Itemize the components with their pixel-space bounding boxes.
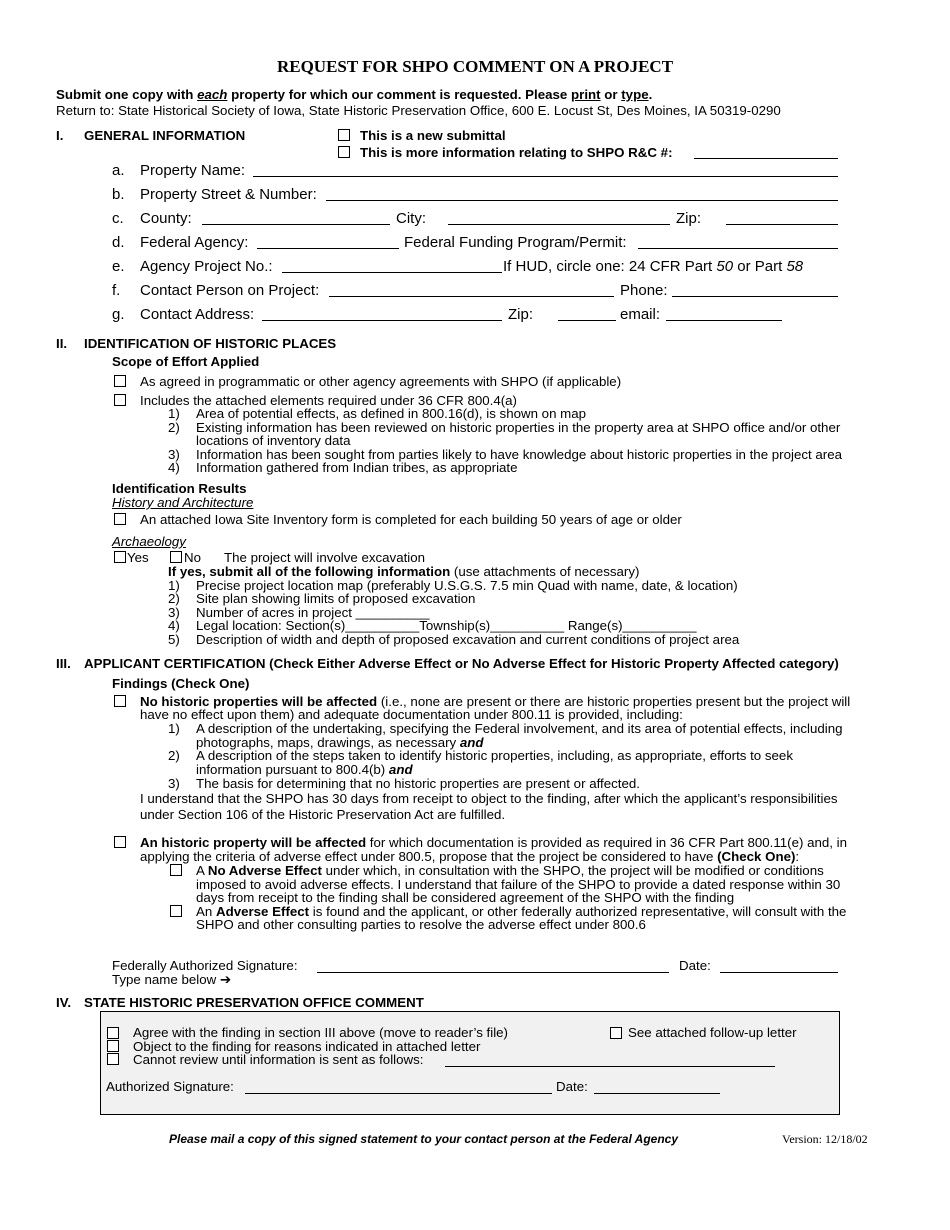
version-label: Version: 12/18/02 — [782, 1132, 868, 1146]
scope-list-item: locations of inventory data — [196, 433, 351, 448]
cannot-review-checkbox[interactable] — [107, 1053, 119, 1065]
arch-list-item: Number of acres in project __________ — [196, 605, 430, 620]
agency-project-line[interactable] — [282, 272, 502, 273]
no-adverse-effect-checkbox[interactable] — [170, 864, 182, 876]
signature-date-label: Date: — [679, 958, 711, 973]
finding-list-item: The basis for determining that no historic properties are present or affected. — [196, 776, 640, 791]
finding-list-item: photographs, maps, drawings, as necessary and — [196, 735, 484, 750]
email-label: email: — [620, 306, 661, 323]
archaeology-yes-checkbox[interactable] — [114, 551, 126, 563]
section1-number: I. — [56, 128, 64, 143]
funding-program-line[interactable] — [638, 248, 838, 249]
cannot-review-label: Cannot review until information is sent as follows: — [133, 1052, 424, 1067]
property-street-label: Property Street & Number: — [140, 186, 317, 203]
intro-line1: Submit one copy with each property for which our comment is requested. Please print or type. — [56, 87, 653, 102]
authorized-signature-label: Authorized Signature: — [106, 1079, 234, 1094]
finding-list-item: information pursuant to 800.4(b) and — [196, 762, 413, 777]
id-results-heading: Identification Results — [112, 481, 247, 496]
follow-up-label: See attached follow-up letter — [628, 1025, 797, 1040]
field-e-letter: e. — [112, 258, 125, 275]
section2-heading: IDENTIFICATION OF HISTORIC PLACES — [84, 336, 337, 351]
more-info-checkbox[interactable] — [338, 146, 350, 158]
archaeology-yes-label: Yes — [127, 550, 149, 565]
scope-heading: Scope of Effort Applied — [112, 354, 260, 369]
follow-up-checkbox[interactable] — [610, 1027, 622, 1039]
mail-instruction: Please mail a copy of this signed statement to your contact person at the Federal Agency — [169, 1132, 679, 1146]
arch-list-item: Description of width and depth of proposed excavation and current conditions of project area — [196, 632, 740, 647]
findings-heading: Findings (Check One) — [112, 676, 250, 691]
shpo-date-line[interactable] — [594, 1093, 720, 1094]
object-checkbox[interactable] — [107, 1040, 119, 1052]
archaeology-no-checkbox[interactable] — [170, 551, 182, 563]
section4-heading: STATE HISTORIC PRESERVATION OFFICE COMMENT — [84, 995, 424, 1010]
agency-project-label: Agency Project No.: — [140, 258, 273, 275]
no-adverse-effect-text-2: imposed to avoid adverse effects. I understand that failure of the SHPO to provide a dated response within 30 — [196, 877, 841, 892]
field-c-letter: c. — [112, 210, 124, 227]
finding-list-num: 3) — [168, 776, 180, 791]
field-a-letter: a. — [112, 162, 125, 179]
scope-programmatic-checkbox[interactable] — [114, 375, 126, 387]
arch-list-num: 4) — [168, 618, 180, 633]
contact-person-label: Contact Person on Project: — [140, 282, 320, 299]
scope-list-item: Information gathered from Indian tribes, as appropriate — [196, 460, 518, 475]
adverse-effect-checkbox[interactable] — [170, 905, 182, 917]
section2-number: II. — [56, 336, 68, 351]
arch-list-num: 3) — [168, 605, 180, 620]
form-title: REQUEST FOR SHPO COMMENT ON A PROJECT — [276, 57, 674, 76]
cannot-review-line[interactable] — [445, 1066, 775, 1067]
scope-attached-label: Includes the attached elements required under 36 CFR 800.4(a) — [140, 393, 517, 408]
signature-date-line[interactable] — [720, 972, 838, 973]
iowa-form-label: An attached Iowa Site Inventory form is completed for each building 50 years of age or older — [140, 512, 682, 527]
no-historic-checkbox[interactable] — [114, 695, 126, 707]
property-name-label: Property Name: — [140, 162, 246, 179]
finding-list-num: 1) — [168, 721, 180, 736]
section1-heading: GENERAL INFORMATION — [84, 128, 246, 143]
understand-text-2: under Section 106 of the Historic Preservation Act are fulfilled. — [140, 807, 506, 822]
federal-agency-label: Federal Agency: — [140, 234, 249, 251]
arch-list-num: 2) — [168, 591, 180, 606]
no-historic-text: No historic properties will be affected (i.e., none are present or there are historic properties present but the project will — [140, 694, 851, 709]
zip-line[interactable] — [726, 224, 838, 225]
return-address: Return to: State Historical Society of Iowa, State Historic Preservation Office, 600 E. Locust St, Des Moines, IA 50319-0290 — [56, 103, 781, 118]
no-historic-text-2: have no effect upon them) and adequate documentation under 800.11 is provided, including: — [140, 707, 683, 722]
property-affected-text: An historic property will be affected for which documentation is provided as required in 36 CFR Part 800.11(e) and, in — [140, 835, 848, 850]
scope-list-num: 1) — [168, 406, 180, 421]
phone-label: Phone: — [620, 282, 668, 299]
city-label: City: — [396, 210, 426, 227]
hud-part-text: If HUD, circle one: 24 CFR Part 50 or Part 58 — [503, 258, 804, 275]
understand-text: I understand that the SHPO has 30 days from receipt to object to the finding, after which the applicant’s responsibilities — [140, 791, 838, 806]
scope-list-num: 4) — [168, 460, 180, 475]
no-adverse-effect-text-3: days from receipt to the finding shall be considered agreement of the SHPO with the finding — [196, 890, 735, 905]
scope-attached-checkbox[interactable] — [114, 394, 126, 406]
adverse-effect-text: An Adverse Effect is found and the applicant, or other federally authorized representative, will consult with the — [196, 904, 847, 919]
agree-label: Agree with the finding in section III above (move to reader’s file) — [133, 1025, 508, 1040]
contact-address-label: Contact Address: — [140, 306, 255, 323]
address-zip-label: Zip: — [508, 306, 534, 323]
email-line[interactable] — [666, 320, 782, 321]
section4-number: IV. — [56, 995, 72, 1010]
section3-number: III. — [56, 656, 71, 671]
scope-list-item: Information has been sought from parties likely to have knowledge about historic properties in the project area — [196, 447, 843, 462]
object-label: Object to the finding for reasons indicated in attached letter — [133, 1039, 481, 1054]
finding-list-item: A description of the steps taken to identify historic properties, including, as appropriate, efforts to seek — [196, 748, 793, 763]
federal-signature-line[interactable] — [317, 972, 669, 973]
finding-list-item: A description of the undertaking, specifying the Federal involvement, and its area of potential effects, including — [196, 721, 843, 736]
phone-line[interactable] — [672, 296, 838, 297]
federal-signature-label: Federally Authorized Signature: — [112, 958, 298, 973]
funding-program-label: Federal Funding Program/Permit: — [404, 234, 627, 251]
city-line[interactable] — [448, 224, 670, 225]
authorized-signature-line[interactable] — [245, 1093, 552, 1094]
hist-arch-heading: History and Architecture — [112, 495, 254, 510]
arch-list-item: Precise project location map (preferably U.S.G.S. 7.5 min Quad with name, date, & location) — [196, 578, 738, 593]
arch-list-num: 5) — [168, 632, 180, 647]
scope-list-item: Existing information has been reviewed on historic properties in the property area at SHPO office and/or other — [196, 420, 841, 435]
property-name-line[interactable] — [253, 176, 838, 177]
archaeology-no-label: No — [184, 550, 201, 565]
field-d-letter: d. — [112, 234, 125, 251]
contact-address-line[interactable] — [262, 320, 502, 321]
finding-list-num: 2) — [168, 748, 180, 763]
zip-label: Zip: — [676, 210, 702, 227]
property-affected-checkbox[interactable] — [114, 836, 126, 848]
archaeology-heading: Archaeology — [112, 534, 186, 549]
federal-agency-line[interactable] — [257, 248, 399, 249]
section3-heading: APPLICANT CERTIFICATION (Check Either Adverse Effect or No Adverse Effect for Historic Property Affected category) — [84, 656, 839, 671]
no-adverse-effect-text: A No Adverse Effect under which, in consultation with the SHPO, the project will be modified or conditions — [196, 863, 824, 878]
field-g-letter: g. — [112, 306, 125, 323]
scope-list-num: 2) — [168, 420, 180, 435]
adverse-effect-text-2: SHPO and other consulting parties to resolve the adverse effect under 800.6 — [196, 917, 646, 932]
more-info-label: This is more information relating to SHPO R&C #: — [360, 145, 673, 160]
new-submittal-checkbox[interactable] — [338, 129, 350, 141]
address-zip-line[interactable] — [558, 320, 616, 321]
property-affected-text-2: applying the criteria of adverse effect under 800.5, propose that the project be considered to have (Check One): — [140, 849, 800, 864]
property-street-line[interactable] — [326, 200, 838, 201]
county-line[interactable] — [202, 224, 390, 225]
if-yes-instruction: If yes, submit all of the following information (use attachments of necessary) — [168, 564, 640, 579]
contact-person-line[interactable] — [329, 296, 614, 297]
agree-checkbox[interactable] — [107, 1027, 119, 1039]
type-name-label: Type name below ➔ — [112, 972, 232, 987]
shpo-date-label: Date: — [556, 1079, 588, 1094]
arch-list-item: Legal location: Section(s)__________Township(s)__________ Range(s)__________ — [196, 618, 697, 633]
rc-number-line[interactable] — [694, 158, 838, 159]
arch-list-item: Site plan showing limits of proposed excavation — [196, 591, 476, 606]
arch-list-num: 1) — [168, 578, 180, 593]
iowa-form-checkbox[interactable] — [114, 513, 126, 525]
scope-programmatic-label: As agreed in programmatic or other agency agreements with SHPO (if applicable) — [140, 374, 622, 389]
county-label: County: — [140, 210, 192, 227]
excavation-label: The project will involve excavation — [224, 550, 426, 565]
scope-list-num: 3) — [168, 447, 180, 462]
field-f-letter: f. — [112, 282, 121, 299]
scope-list-item: Area of potential effects, as defined in 800.16(d), is shown on map — [196, 406, 587, 421]
field-b-letter: b. — [112, 186, 125, 203]
new-submittal-label: This is a new submittal — [360, 128, 506, 143]
